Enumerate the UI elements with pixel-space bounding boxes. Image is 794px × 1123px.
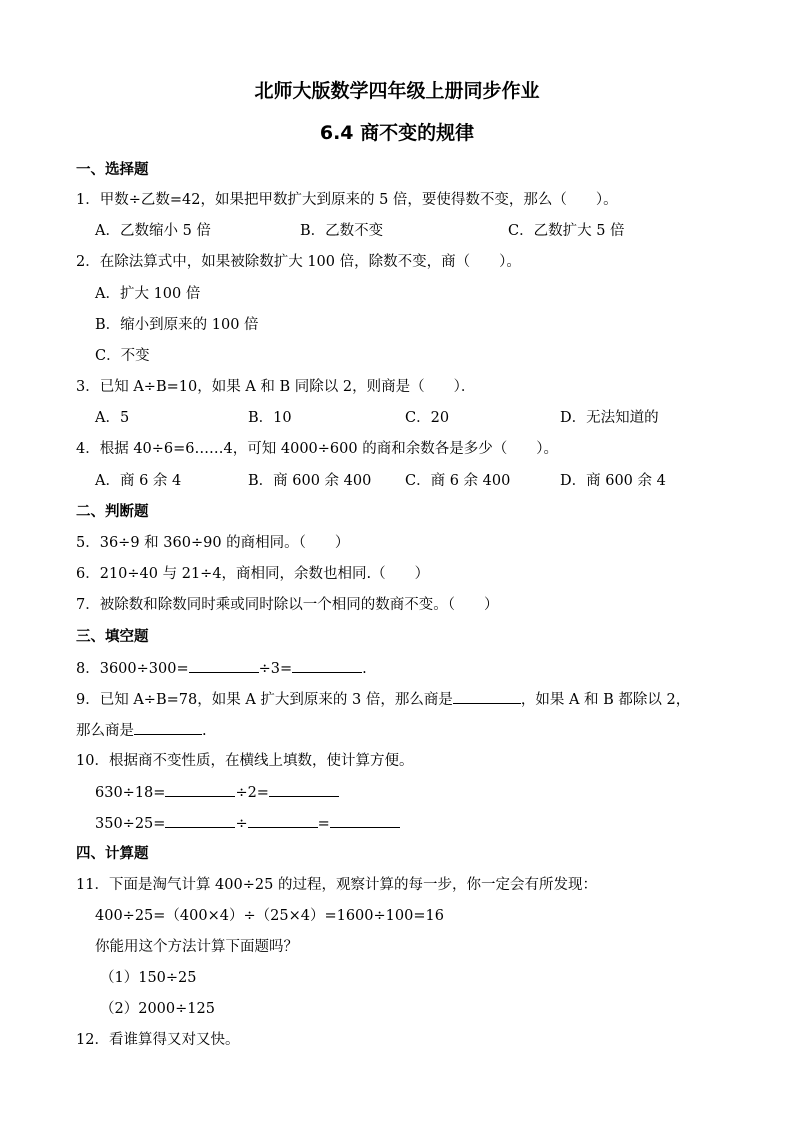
q10-row1-mid: ÷2= [235, 785, 269, 801]
question-11: 11．下面是淘气计算 400÷25 的过程，观察计算的每一步，你一定会有所发现： [76, 877, 597, 893]
section-heading-judge: 二、判断题 [76, 504, 149, 520]
question-9 [76, 689, 690, 710]
q2-option-a: A．扩大 100 倍 [95, 286, 201, 302]
q10-row1-expr: 630÷18= [95, 785, 166, 801]
q9-text-end: . [202, 723, 207, 739]
q9-blank-2[interactable] [134, 720, 202, 735]
q10-row-2 [95, 813, 400, 834]
q10-row2-blank-2[interactable] [248, 813, 318, 828]
question-7: 7．被除数和除数同时乘或同时除以一个相同的数商不变。（ ） [76, 597, 499, 613]
q1-option-a: A．乙数缩小 5 倍 [95, 223, 211, 239]
lesson-title: 6.4 商不变的规律 [319, 122, 475, 144]
q10-row2-div: ÷ [235, 816, 248, 832]
q10-row1-blank-2[interactable] [269, 782, 339, 797]
q10-row-1 [95, 782, 339, 803]
question-4: 4．根据 40÷6=6……4，可知 4000÷600 的商和余数各是多少（ ）。 [76, 441, 558, 457]
question-6: 6．210÷40 与 21÷4，商相同，余数也相同.（ ） [76, 566, 430, 582]
q10-row2-blank-3[interactable] [330, 813, 400, 828]
question-5: 5．36÷9 和 360÷90 的商相同。（ ） [76, 535, 350, 551]
q4-option-a: A．商 6 余 4 [95, 473, 182, 489]
q2-option-b: B．缩小到原来的 100 倍 [95, 317, 259, 333]
q4-option-b: B．商 600 余 400 [248, 473, 372, 489]
question-2: 2．在除法算式中，如果被除数扩大 100 倍，除数不变，商（ ）。 [76, 254, 521, 270]
q4-option-c: C．商 6 余 400 [405, 473, 511, 489]
q9-text-mid: ，如果 A 和 B 都除以 2， [520, 692, 691, 708]
q9-text-cont: 那么商是 [76, 723, 134, 739]
q10-row2-expr: 350÷25= [95, 816, 166, 832]
q11-example: 400÷25=（400×4）÷（25×4）=1600÷100=16 [95, 908, 444, 924]
q4-option-d: D．商 600 余 4 [560, 473, 666, 489]
q8-blank-1[interactable] [189, 658, 259, 673]
q9-text-start: 9．已知 A÷B=78，如果 A 扩大到原来的 3 倍，那么商是 [76, 692, 453, 708]
q8-expression-start: 8．3600÷300= [76, 661, 189, 677]
question-9-cont [76, 720, 207, 741]
q11-part-2: （2）2000÷125 [100, 1001, 215, 1017]
question-10: 10．根据商不变性质，在横线上填数，使计算方便。 [76, 753, 414, 769]
q8-blank-2[interactable] [292, 658, 362, 673]
worksheet-title: 北师大版数学四年级上册同步作业 [254, 80, 540, 102]
q3-option-c: C．20 [405, 410, 450, 426]
q11-part-1: （1）150÷25 [100, 970, 197, 986]
q2-option-c: C．不变 [95, 348, 150, 364]
q1-option-b: B．乙数不变 [300, 223, 384, 239]
section-heading-calc: 四、计算题 [76, 846, 149, 862]
q1-option-c: C．乙数扩大 5 倍 [508, 223, 625, 239]
question-12: 12．看谁算得又对又快。 [76, 1032, 240, 1048]
q10-row2-eq: = [317, 816, 330, 832]
q8-expression-end: . [362, 661, 367, 677]
q10-row2-blank-1[interactable] [165, 813, 235, 828]
q11-prompt: 你能用这个方法计算下面题吗？ [95, 939, 298, 955]
q3-option-a: A．5 [95, 410, 130, 426]
question-8 [76, 658, 367, 679]
q3-option-d: D．无法知道的 [560, 410, 659, 426]
section-heading-choice: 一、选择题 [76, 162, 149, 178]
question-1: 1．甲数÷乙数=42，如果把甲数扩大到原来的 5 倍，要使得数不变，那么（ ）。 [76, 192, 618, 208]
q8-expression-mid: ÷3= [258, 661, 293, 677]
q10-row1-blank-1[interactable] [165, 782, 235, 797]
q9-blank-1[interactable] [453, 689, 521, 704]
section-heading-fill: 三、填空题 [76, 629, 149, 645]
q3-option-b: B．10 [248, 410, 292, 426]
question-3: 3．已知 A÷B=10，如果 A 和 B 同除以 2，则商是（ ）． [76, 379, 476, 395]
